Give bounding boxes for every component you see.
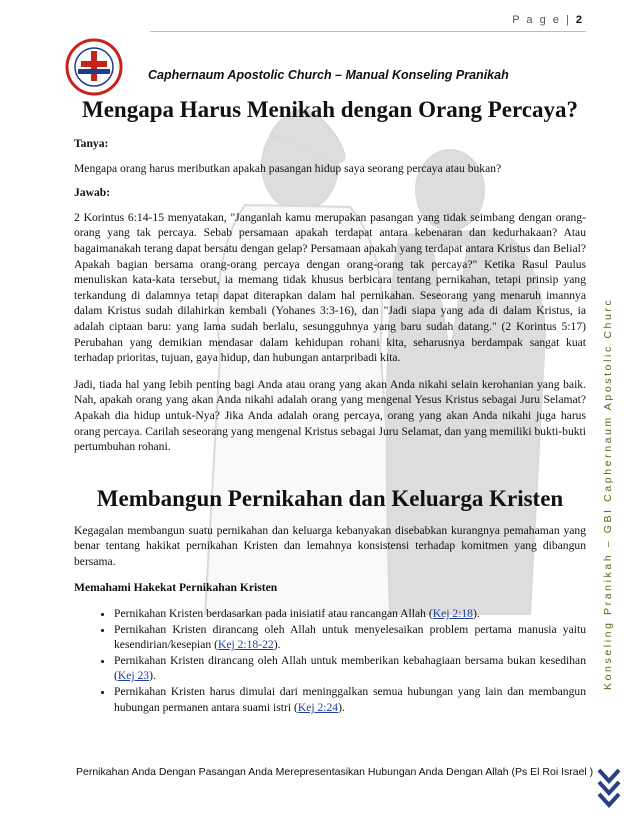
side-vertical-text: Konseling Pranikah – GBI Caphernaum Apostolic Churc <box>602 297 614 690</box>
answer-label: Jawab: <box>74 186 111 200</box>
list-item-end: ). <box>273 638 281 652</box>
scripture-link[interactable]: Kej 2:24 <box>297 700 339 714</box>
main-content <box>74 96 586 715</box>
page-label: P a g e | <box>512 14 571 26</box>
question-label: Tanya: <box>74 137 109 150</box>
scripture-link[interactable]: Kej 23 <box>117 669 150 683</box>
list-item <box>114 684 586 715</box>
list-item <box>114 606 586 622</box>
answer-paragraph-1: 2 Korintus 6:14-15 menyatakan, "Janganlah kamu merupakan pasangan yang tidak seimbang dengan orang-orang yang tak percaya. Sebab persamaan apakah terdapat antara kebenaran dan kedurhakaan? Atau bagaimanakah terang dapat bersatu dengan gelap? Persamaan apakah yang terdapat antara Kristus dan Belial? Apakah bagian bersama orang-orang percaya dengan orang-orang tak percaya?" Ketika Rasul Paulus menuliskan kata-kata tersebut, ia memang tidak khusus berbicara tentang pernikahan, tetapi prinsip yang terkandung di dalamnya tetap dapat diterapkan dalam hal pernikahan. Seseorang yang menaruh imannya dalam Kristus sudah dilahirkan kembali (Yohanes 3:3-16), dan "Jadi siapa yang ada di dalam Kristus, ia adalah ciptaan baru: yang lama sudah berlalu, sesungguhnya yang baru sudah datang." (2 Korintus 5:17) Perubahan yang demikian mendasar dalam kehidupan rohani kita, seharusnya berdampak sangat kuat terhadap prioritas, tujuan, gaya hidup, dan hubungan antarpribadi kita. <box>74 210 586 365</box>
list-item-end: ). <box>149 669 156 683</box>
list-item <box>114 653 586 684</box>
list-item-text: Pernikahan Kristen dirancang oleh Allah untuk memberikan kebahagiaan bersama bukan kesedihan ( <box>114 653 586 683</box>
section-heading-1: Mengapa Harus Menikah dengan Orang Percaya? <box>81 97 578 122</box>
document-title: Caphernaum Apostolic Church – Manual Konseling Pranikah <box>148 68 509 82</box>
page-footer: Pernikahan Anda Dengan Pasangan Anda Merepresentasikan Hubungan Anda Dengan Allah (Ps El Roi Israel ) <box>76 766 594 778</box>
answer-paragraph-2: Jadi, tiada hal yang lebih penting bagi Anda atau orang yang akan Anda nikahi selain kerohanian yang baik. Nah, apakah orang yang akan Anda nikahi adalah orang yang mengenal Yesus Kristus sebagai Juru Selamat? Apakah dia hidup untuk-Nya? Jika Anda adalah orang percaya, orang yang akan Anda nikahi juga harus orang percaya. Carilah seseorang yang mengenal Kristus sebagai Juru Selamat, dan yang memiliki bukti-bukti pertumbuhan rohani. <box>74 377 586 454</box>
list-item-text: Pernikahan Kristen berdasarkan pada inisiatif atau rancangan Allah ( <box>114 607 433 621</box>
page-number-header <box>512 14 582 26</box>
subheading: Memahami Hakekat Pernikahan Kristen <box>74 581 278 595</box>
list-item-text: Pernikahan Kristen dirancang oleh Allah untuk menyelesaikan problem pertama manusia yaitu kesendirian/kesepian ( <box>114 622 586 652</box>
section-intro: Kegagalan membangun suatu pernikahan dan keluarga kebanyakan disebabkan kurangnya pemahaman yang benar tentang hakikat pernikahan Kristen dan lemahnya konsistensi terhadap komitmen yang dibangun bersama. <box>74 523 586 568</box>
header-divider <box>150 31 586 32</box>
question-text: Mengapa orang harus meributkan apakah pasangan hidup saya seorang percaya atau bukan? <box>74 161 502 175</box>
bullet-list <box>74 606 586 715</box>
page-number: 2 <box>575 14 582 26</box>
scripture-link[interactable]: Kej 2:18 <box>432 607 473 621</box>
list-item-end: ). <box>472 607 480 621</box>
scripture-link[interactable]: Kej 2:18-22 <box>217 638 274 652</box>
list-item-text: Pernikahan Kristen harus dimulai dari meninggalkan semua hubungan yang lain dan membangun hubungan permanen antara suami istri ( <box>114 685 586 714</box>
list-item <box>114 622 586 653</box>
list-item-end: ). <box>338 700 345 714</box>
section-heading-2: Membangun Pernikahan dan Keluarga Kristen <box>96 485 564 511</box>
church-logo <box>64 38 124 96</box>
double-chevron-down-icon <box>596 762 622 808</box>
